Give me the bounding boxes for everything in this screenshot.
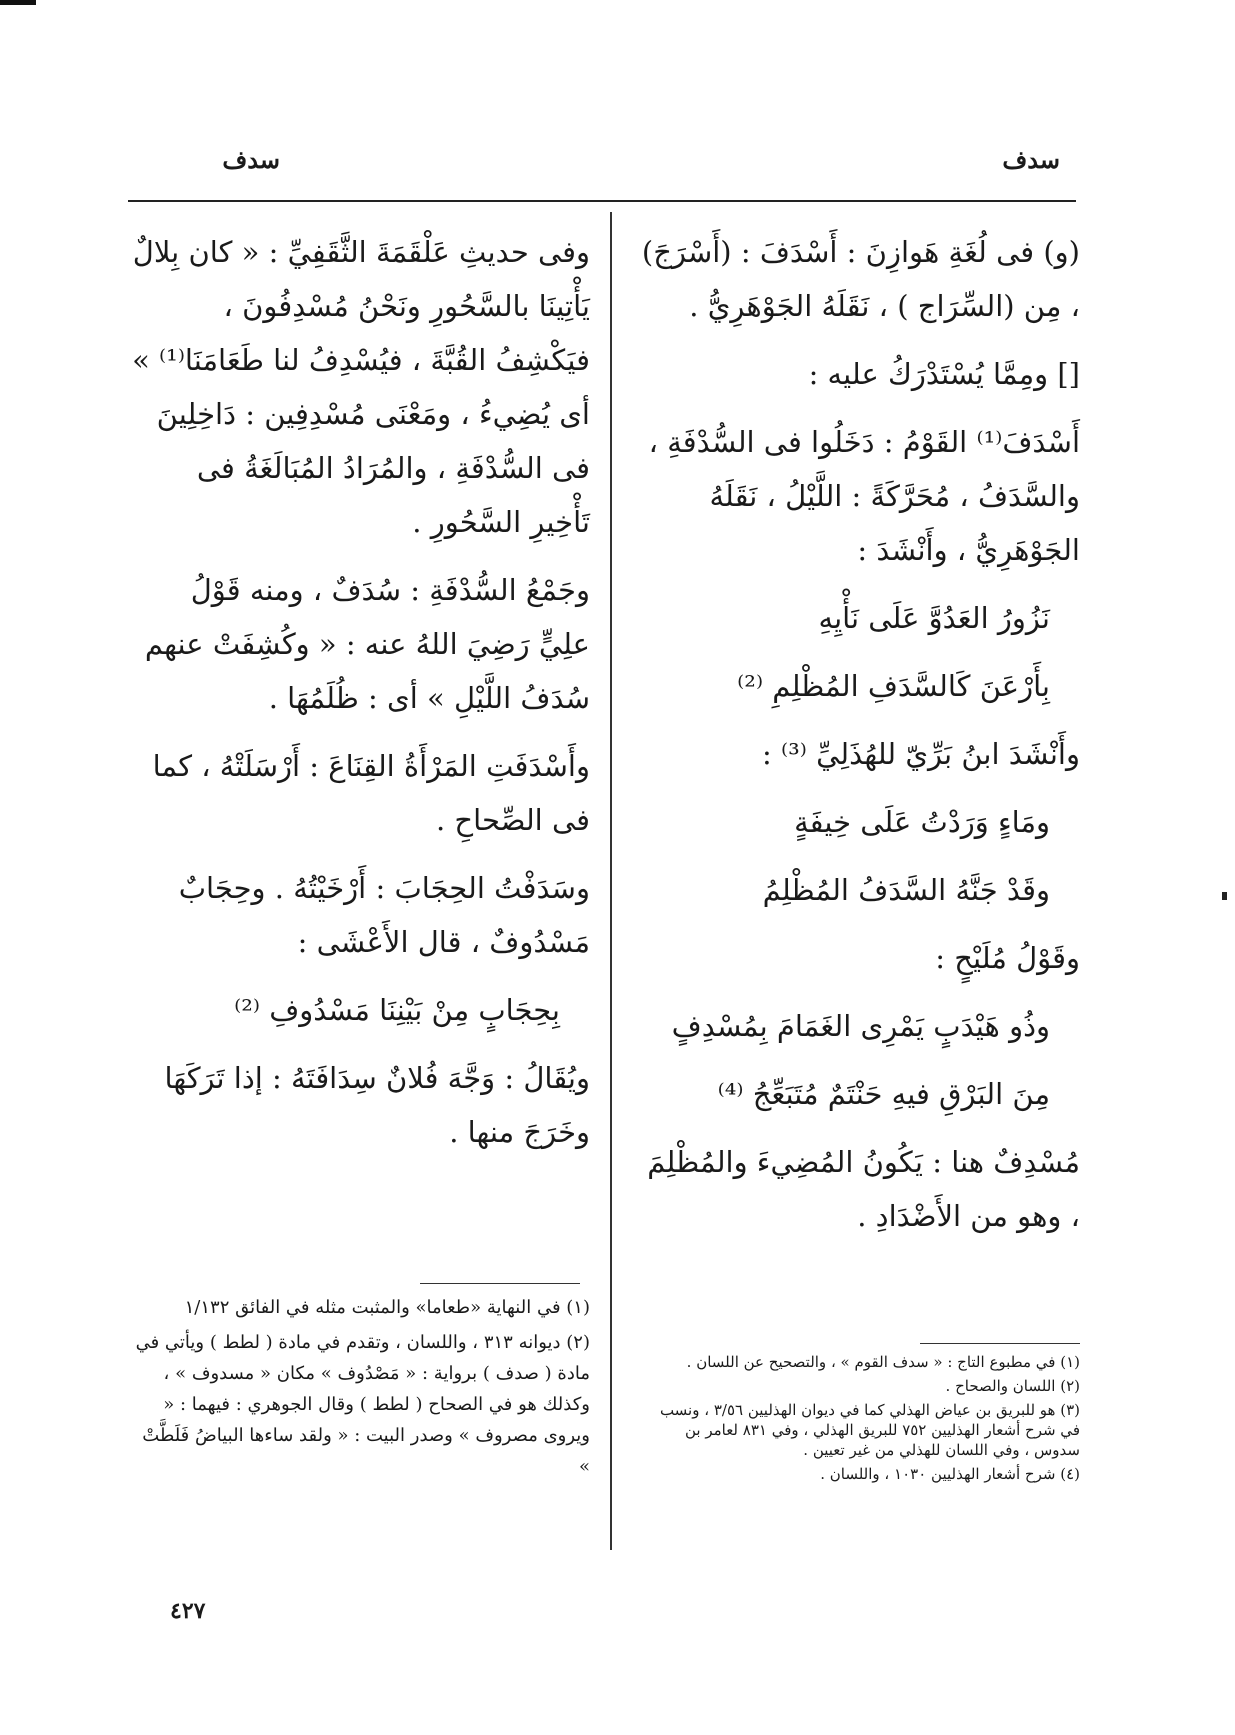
paragraph: ويُقَالُ : وَجَّهَ فُلانٌ سِدَافَتَهُ : إذا تَرَكَهَا وخَرَجَ منها . <box>164 1061 590 1149</box>
paragraph: وقَوْلُ مُلَيْحٍ : <box>935 941 1080 975</box>
paragraph: وأَسْدَفَتِ المَرْأَةُ القِنَاعَ : أَرْسَلَتْهُ ، كما فى الصِّحاحِ . <box>152 749 590 837</box>
footnote: (٤) شرح أشعار الهذليين ١٠٣٠ ، واللسان . <box>820 1465 1080 1483</box>
verse-line: وذُو هَيْدَبٍ يَمْرِى الغَمَامَ بِمُسْدِفٍ <box>671 1009 1050 1043</box>
footnotes-left <box>132 1292 590 1486</box>
paragraph: وفى حديثِ عَلْقَمَةَ الثَّقَفِيِّ : « كان بِلالٌ يَأْتِينَا بالسَّحُورِ ونَحْنُ مُسْدِفُونَ ، فيَكْشِفُ القُبَّةَ ، فيُسْدِفُ لنا طَعَامَنَا⁽¹⁾ » أى يُضِيءُ ، ومَعْنَى مُسْدِفِين : دَاخِلِينَ فى السُّدْفَةِ ، والمُرَادُ المُبَالَغَةُ فى تَأْخِيرِ السَّحُورِ . <box>132 235 590 539</box>
column-divider <box>610 212 612 1550</box>
verse-line: بِأَرْعَنَ كَالسَّدَفِ المُظْلِمِ ⁽²⁾ <box>737 669 1050 703</box>
paragraph: أَسْدَفَ⁽¹⁾ القَوْمُ : دَخَلُوا فى السُّدْفَةِ ، والسَّدَفُ ، مُحَرَّكَةً : اللَّيْلُ ، نَقَلَهُ الجَوْهَرِيُّ ، وأَنْشَدَ : <box>648 425 1080 567</box>
footnote: (١) في مطبوع التاج : « سدف القوم » ، والتصحيح عن اللسان . <box>686 1353 1080 1371</box>
paragraph: وسَدَفْتُ الحِجَابَ : أَرْخَيْتُهُ . وحِجَابٌ مَسْدُوفٌ ، قال الأَعْشَى : <box>178 871 590 959</box>
scan-speck <box>1222 892 1227 900</box>
page-number: ٤٢٧ <box>170 1598 206 1624</box>
paragraph: وأَنْشَدَ ابنُ بَرِّيّ للهُذَلِيِّ ⁽³⁾ : <box>762 737 1080 771</box>
left-column <box>132 225 590 1173</box>
footnote-rule-left <box>420 1283 580 1284</box>
paragraph: [] ومِمَّا يُسْتَدْرَكُ عليه : <box>808 357 1080 391</box>
footnote: (٢) اللسان والصحاح . <box>945 1377 1080 1395</box>
right-column <box>630 225 1080 1257</box>
verse-line: وقَدْ جَنَّهُ السَّدَفُ المُظْلِمُ <box>762 873 1050 907</box>
running-head-right: سدف <box>1002 145 1060 174</box>
verse-line: مِنَ البَرْقِ فيهِ حَنْتَمٌ مُتَبَعِّجُ ⁽⁴⁾ <box>717 1077 1050 1111</box>
paragraph: (و) فى لُغَةِ هَوازِنَ : أَسْدَفَ : (أَسْرَجَ) ، مِن (السِّرَاج ) ، نَقَلَهُ الجَوْهَرِيُّ . <box>641 235 1080 323</box>
verse-line: بِحِجَابٍ مِنْ بَيْنِنَا مَسْدُوفِ ⁽²⁾ <box>234 993 560 1027</box>
paragraph: مُسْدِفٌ هنا : يَكُونُ المُضِيءَ والمُظْلِمَ ، وهو من الأَضْدَادِ . <box>647 1145 1080 1233</box>
footnotes-right <box>636 1352 1080 1488</box>
scan-edge-mark <box>0 0 36 5</box>
footnote: (١) في النهاية «طعاما» والمثبت مثله في الفائق ١/١٣٢ <box>184 1297 590 1318</box>
footnote: (٣) هو للبريق بن عياض الهذلي كما في ديوان الهذليين ٣/٥٦ ، ونسب في شرح أشعار الهذليين ٧٥٢ للبريق الهذلي ، وفي ٨٣١ لعامر بن سدوس ، وفي اللسان للهذلي من غير تعيين . <box>659 1401 1080 1459</box>
header-rule <box>128 200 1076 202</box>
verse-line: نَزُورُ العَدُوَّ عَلَى نَأْيِهِ <box>818 601 1050 635</box>
running-head-left: سدف <box>222 145 280 174</box>
footnote-rule-right <box>920 1343 1080 1344</box>
verse-line: ومَاءٍ وَرَدْتُ عَلَى خِيفَةٍ <box>794 805 1050 839</box>
paragraph: وجَمْعُ السُّدْفَةِ : سُدَفٌ ، ومنه قَوْلُ علِيٍّ رَضِيَ اللهُ عنه : « وكُشِفَتْ عنهم سُدَفُ اللَّيْلِ » أى : ظُلَمُهَا . <box>144 573 590 715</box>
footnote: (٢) ديوانه ٣١٣ ، واللسان ، وتقدم في مادة ( لطط ) ويأتي في مادة ( صدف ) برواية : « مَصْدُوف » مكان « مسدوف » ، وكذلك هو في الصحاح ( لطط ) وقال الجوهري : فيهما : « ويروى مصروف » وصدر البيت : « ولقد ساءها البياضُ فَلَطَّتْ » <box>135 1332 590 1477</box>
